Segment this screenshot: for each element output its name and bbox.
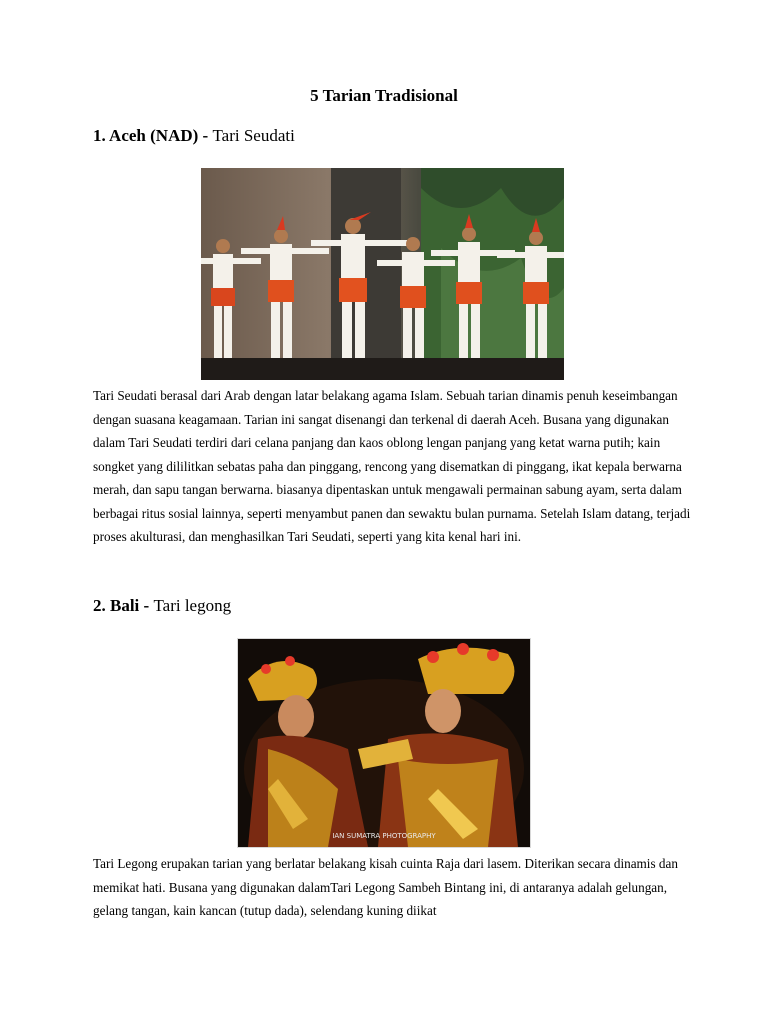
section-heading-name: Tari legong	[153, 596, 232, 615]
section-heading-bold: 2. Bali -	[93, 596, 154, 615]
photo-caption: IAN SUMATRA PHOTOGRAPHY	[332, 832, 436, 840]
legong-dance-photo	[237, 638, 531, 848]
seudati-description: Tari Seudati berasal dari Arab dengan latar belakang agama Islam. Sebuah tarian dinamis penuh keseimbangan dengan suasana keagamaan. Tarian ini sangat disenangi dan terkenal di daerah Aceh. Busana yang digunakan dalam Tari Seudati terdiri dari celana panjang dan kaos oblong lengan panjang yang ketat warna putih; kain songket yang dililitkan sebatas paha dan pinggang, rencong yang disematkan di pinggang, ikat kepala berwarna merah, dan sapu tangan berwarna. biasanya dipentaskan untuk mengawali permainan sabung ayam, serta dalam berbagai ritus sosial lainnya, seperti menyambut panen dan sewaktu bulan purnama. Setelah Islam datang, terjadi proses akulturasi, dan menghasilkan Tari Seudati, seperti yang kita kenal hari ini.	[93, 388, 691, 544]
section-heading-bali	[93, 596, 231, 616]
section-heading-aceh	[93, 126, 295, 146]
document-title: 5 Tarian Tradisional	[310, 86, 458, 105]
section-heading-name: Tari Seudati	[212, 126, 295, 145]
legong-description: Tari Legong erupakan tarian yang berlatar belakang kisah cuinta Raja dari lasem. Diterikan secara dinamis dan memikat hati. Busana yang digunakan dalamTari Legong Sambeh Bintang ini, di antaranya adalah gelungan, gelang tangan, kain kancan (tutup dada), selendang kuning diikat	[93, 856, 678, 918]
section-heading-bold: 1. Aceh (NAD) -	[93, 126, 213, 145]
seudati-dance-photo	[201, 168, 564, 380]
